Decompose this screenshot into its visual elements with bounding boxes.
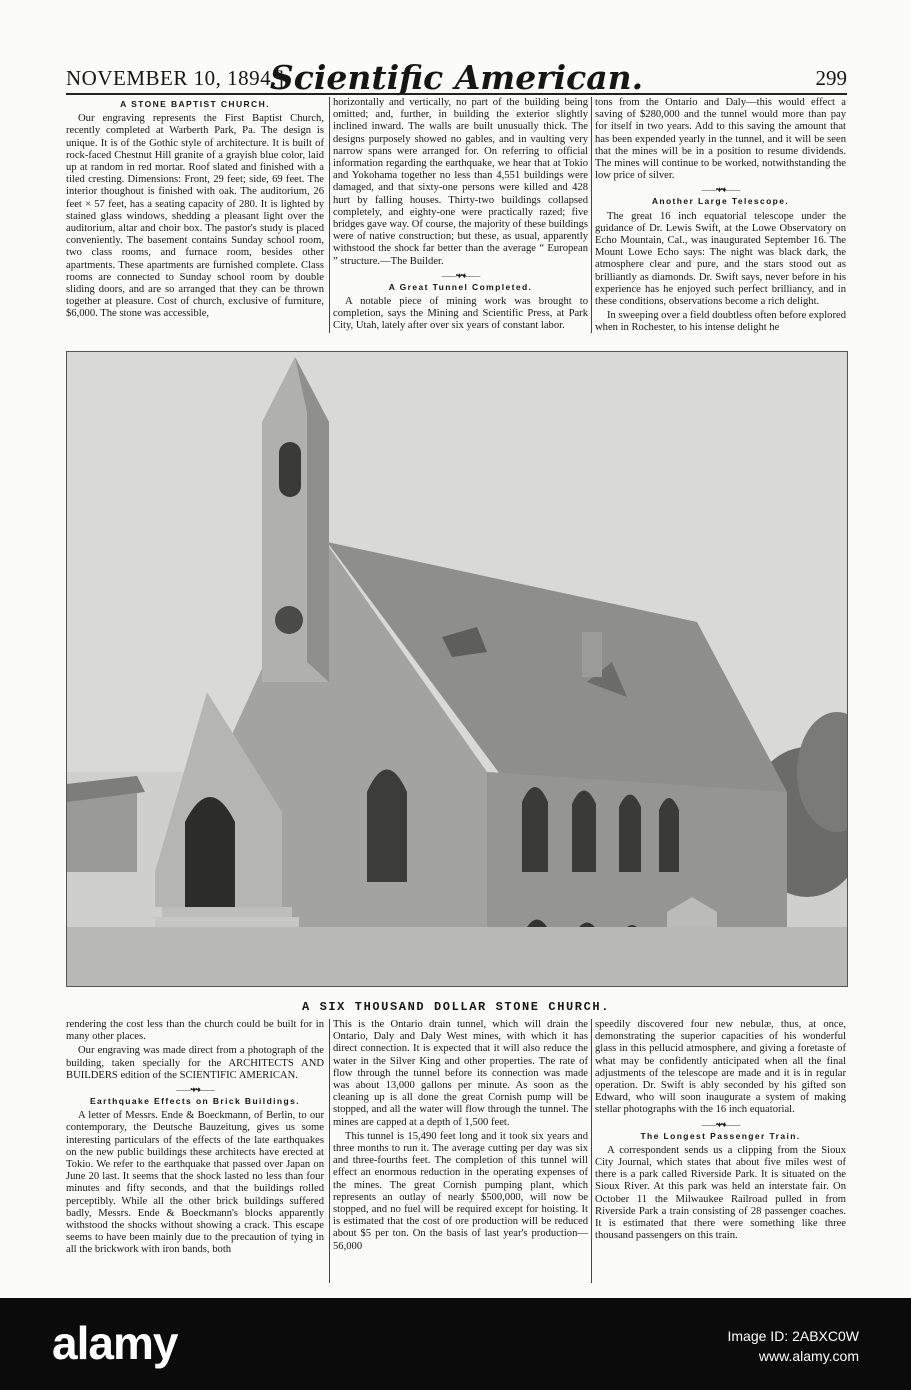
ornament-divider: ——•♦•♦——	[701, 1119, 740, 1129]
paragraph: A letter of Messrs. Ende & Boeckmann, of Berlin, to our contemporary, the Deutsche Bauzeitung, gives us some interesting particulars of the effects of the late earthquakes on the new public buildings these architects have erected at Tokio. We refer to the earthquake that passed over Japan on June 20 last. It seems that the shock lasted no less than four minutes and fifty seconds, and that the buildings rolled perceptibly. While all the other brick buildings suffered badly, Messrs. Ende & Boeckmann's blocks apparently withstood the shocks without showing a crack. This escape seems to have been mainly due to the precaution of tying in all the brickwork with iron bands, both	[66, 1110, 324, 1256]
page-header	[66, 58, 847, 97]
paragraph: The great 16 inch equatorial telescope under the guidance of Dr. Lewis Swift, at the Lowe Observatory on Echo Mountain, Cal., was inaugurated September 16. The Mount Lowe Echo says: The night was black dark, the atmosphere clear and pure, and the stars stood out as brilliantly as diamonds. Dr. Swift says, never before in his experience has he enjoyed such perfect brilliancy, and in these conditions, observations become a rich delight.	[595, 210, 846, 308]
alamy-logo: alamy	[52, 1317, 178, 1369]
column-divider	[591, 1019, 592, 1283]
ornament-divider: ——•♦•♦——	[176, 1085, 214, 1095]
paragraph: This is the Ontario drain tunnel, which will drain the Ontario, Daly and Daly West mines, with which it has direct connection. It is expected that it will also reduce the water in the Silver King and other properties. The rate of flow through the tunnel before its connection was made was about 13,000 gallons per minute. As soon as the cleaning up is all done the great Cornish pump will be stopped, and all the water will flow through the tunnel. The mines are capped at a depth of 1,500 feet.	[333, 1019, 588, 1128]
paragraph: tons from the Ontario and Daly—this would effect a saving of $280,000 and the tunnel would more than pay for itself in two years. Add to this saving the amount that has been expended yearly in the tunnel, and it will be seen that the mines will be in a position to resume dividends. The mines will continue to be worked, notwithstanding the low price of silver.	[595, 97, 846, 182]
column-2-top	[333, 97, 588, 335]
church-engraving	[66, 351, 848, 987]
column-divider	[591, 97, 592, 333]
ornament-divider: ——•♦•♦——	[701, 185, 740, 195]
page-number: 299	[815, 66, 847, 90]
article-heading: A Great Tunnel Completed.	[388, 281, 533, 292]
column-3-top	[595, 97, 846, 337]
column-divider	[329, 1019, 330, 1283]
article-heading: Another Large Telescope.	[651, 196, 790, 207]
article-heading: Earthquake Effects on Brick Buildings.	[89, 1096, 300, 1107]
article-heading: The Longest Passenger Train.	[640, 1130, 801, 1141]
column-1-bottom	[66, 1019, 324, 1259]
stock-url: www.alamy.com	[758, 1348, 859, 1364]
engraving-caption: A SIX THOUSAND DOLLAR STONE CHURCH.	[301, 1000, 611, 1014]
paragraph: horizontally and vertically, no part of the building being omitted; and, further, in building the exterior slightly inclined inward. The walls are built unusually thick. The designs purposely showed no gables, and in vaulting very narrow spans were arranged for. On referring to official information regarding the earthquake, we hear that at Tokio and Yokohama together no less than 4,551 buildings were damaged, and that sixty-one persons were killed and 428 hurt by falling houses. Thirty-two buildings collapsed completely, and eighty-one were practically razed; five bridges gave way. Of course, the majority of these buildings were of native construction; but these, as usual, apparently withstood the shock far better than the average “ European ” structure.—The Builder.	[333, 97, 588, 267]
paragraph: Our engraving represents the First Baptist Church, recently completed at Warberth Park, Pa. The design is unique. It is of the Gothic style of architecture. It is built of rock-faced Chestnut Hill granite of a grayish blue color, laid up at random in red mortar. Roof slated and finished with a tiled cresting. Dimensions: Front, 29 feet; side, 69 feet. The interior thoughout is finished with oak. The auditorium, 26 feet × 57 feet, has a seating capacity of 280. It is lighted by stained glass windows, shedding a pleasant light over the auditorium, altar and choir box. The pastor's study is placed conveniently. The basement contains Sunday school room, two class rooms, and furnace room, besides other apartments. These apartments are furnished complete. Class rooms are connected to Sunday school room by double sliding doors, and are so arranged that they can be thrown together at pleasure. Cost of church, exclusive of furniture, $6,000. The stone was accessible,	[66, 113, 324, 320]
column-divider	[329, 97, 330, 333]
stock-watermark-bar	[0, 1298, 911, 1390]
masthead: Scientific American.	[269, 58, 644, 97]
paragraph: speedily discovered four new nebulæ, thus, at once, demonstrating the superior capacities of his wonderful glass in this pellucid atmosphere, and giving a foretaste of what may be confidently anticipated when all the final adjustments of the telescope are made and it is in regular operation. Dr. Swift is ably seconded by his gifted son Edward, who will soon inaugurate a system of making stellar photographs with the 16 inch equatorial.	[595, 1019, 846, 1116]
ornament-divider: ——•♦•♦——	[441, 270, 480, 280]
column-2-bottom	[333, 1019, 588, 1255]
column-3-bottom	[595, 1019, 846, 1244]
image-id-block	[728, 1326, 860, 1366]
paragraph: Our engraving was made direct from a photograph of the building, taken specially for the ARCHITECTS AND BUILDERS edition of the SCIENTIFIC AMERICAN.	[66, 1045, 324, 1081]
header-rule	[66, 93, 847, 95]
paragraph: A correspondent sends us a clipping from the Sioux City Journal, which states that about five miles west of there is a park called Riverside Park. It is situated on the Sioux River. At this park was held an interstate fair. On October 11 the Milwaukee Railroad pulled in from Riverside Park a train consisting of 28 passenger coaches. It is estimated that there were something like three thousand passengers on this train.	[595, 1144, 846, 1242]
column-1-top	[66, 97, 324, 323]
paragraph: This tunnel is 15,490 feet long and it took six years and three months to run it. The average cutting per day was six and three-fourths feet. The completion of this tunnel will effect an enormous reduction in the operating expenses of the mines. The great Cornish pumping plant, which represents an outlay of nearly $500,000, will now be stopped, and no fuel will be required except for hoisting. It is estimated that the cost of ore production will be reduced about $5 per ton. On the basis of last year's production—56,000	[333, 1130, 588, 1252]
paragraph: rendering the cost less than the church could be built for in many other places.	[66, 1019, 324, 1043]
article-heading: A STONE BAPTIST CHURCH.	[120, 99, 270, 109]
paragraph: In sweeping over a field doubtless often before explored when in Rochester, to his intense delight he	[595, 310, 846, 334]
paragraph: A notable piece of mining work was brought to completion, says the Mining and Scientific Press, at Park City, Utah, lately after over six years of constant labor.	[333, 296, 588, 332]
issue-date: NOVEMBER 10, 1894.]	[66, 66, 285, 90]
image-id: Image ID: 2ABXC0W	[727, 1328, 859, 1344]
